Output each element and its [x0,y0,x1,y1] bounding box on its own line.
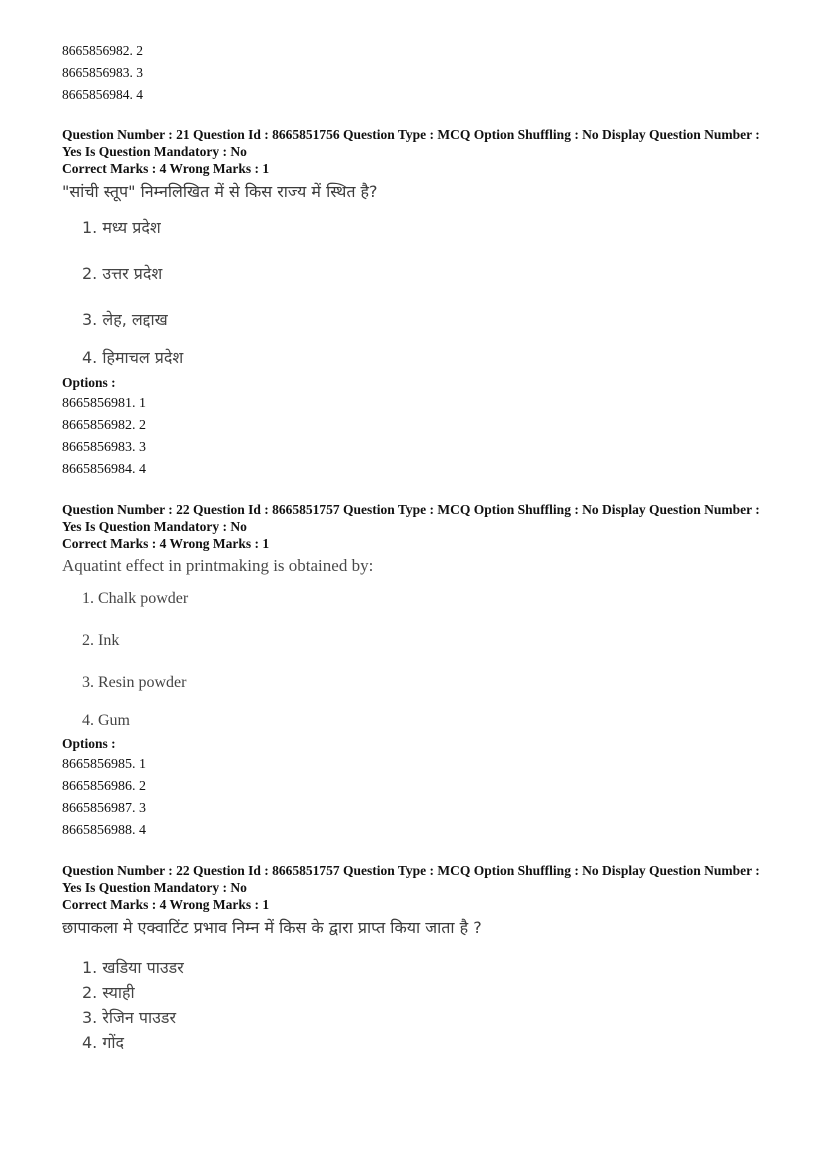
option-id: 8665856982. 2 [62,43,143,58]
question-text: छापाकला मे एक्वाटिंट प्रभाव निम्न में किस के द्वारा प्राप्त किया जाता है ? [62,918,482,937]
choice-item: 3. लेह, लद्दाख [82,310,168,329]
question-header [62,862,762,896]
question-marks: Correct Marks : 4 Wrong Marks : 1 [62,536,270,551]
option-id: 8665856984. 4 [62,87,143,102]
choice-list [82,205,762,373]
option-id: 8665856985. 1 [62,757,146,772]
question-block-22-en [62,501,762,842]
document-page [62,40,762,1055]
question-text: "सांची स्तूप" निम्नलिखित में से किस राज्य में स्थित है? [62,182,378,201]
choice-item: 1. Chalk powder [82,590,189,607]
question-header-line1: Question Number : 21 Question Id : 8665851756 Question Type : MCQ Option Shuffling : No Display Question [62,127,701,142]
question-header-line2: Number : Yes Is Question Mandatory : No [62,502,760,534]
choice-item: 4. गोंद [82,1033,124,1052]
choice-item: 4. हिमाचल प्रदेश [82,348,184,367]
question-marks: Correct Marks : 4 Wrong Marks : 1 [62,897,270,912]
previous-options-list [62,40,762,106]
question-header-line2: Number : Yes Is Question Mandatory : No [62,127,760,159]
option-id: 8665856987. 3 [62,801,146,816]
choice-item: 2. Ink [82,632,120,649]
choice-item: 3. Resin powder [82,674,187,691]
option-id: 8665856986. 2 [62,779,146,794]
question-marks: Correct Marks : 4 Wrong Marks : 1 [62,161,270,176]
option-id: 8665856988. 4 [62,823,146,838]
choice-item: 2. स्याही [82,983,135,1002]
option-id: 8665856984. 4 [62,462,146,477]
options-list [62,393,762,481]
question-text: Aquatint effect in printmaking is obtained by: [62,556,374,575]
question-block-21 [62,126,762,481]
option-id: 8665856983. 3 [62,65,143,80]
choice-item: 4. Gum [82,712,130,729]
options-label: Options : [62,375,116,390]
choice-item: 2. उत्तर प्रदेश [82,264,163,283]
question-header-line2: Number : Yes Is Question Mandatory : No [62,863,760,895]
choice-item: 1. मध्य प्रदेश [82,218,161,237]
choice-item: 1. खडिया पाउडर [82,958,184,977]
question-header-line1: Question Number : 22 Question Id : 8665851757 Question Type : MCQ Option Shuffling : No Display Question [62,863,701,878]
option-id: 8665856982. 2 [62,418,146,433]
option-id: 8665856983. 3 [62,440,146,455]
choice-list [82,955,762,1055]
question-block-22-hi [62,862,762,1055]
options-label: Options : [62,736,116,751]
choice-list [82,578,762,734]
option-id: 8665856981. 1 [62,396,146,411]
question-header [62,501,762,535]
options-list [62,754,762,842]
choice-item: 3. रेजिन पाउडर [82,1008,176,1027]
question-header-line1: Question Number : 22 Question Id : 8665851757 Question Type : MCQ Option Shuffling : No Display Question [62,502,701,517]
question-header [62,126,762,160]
